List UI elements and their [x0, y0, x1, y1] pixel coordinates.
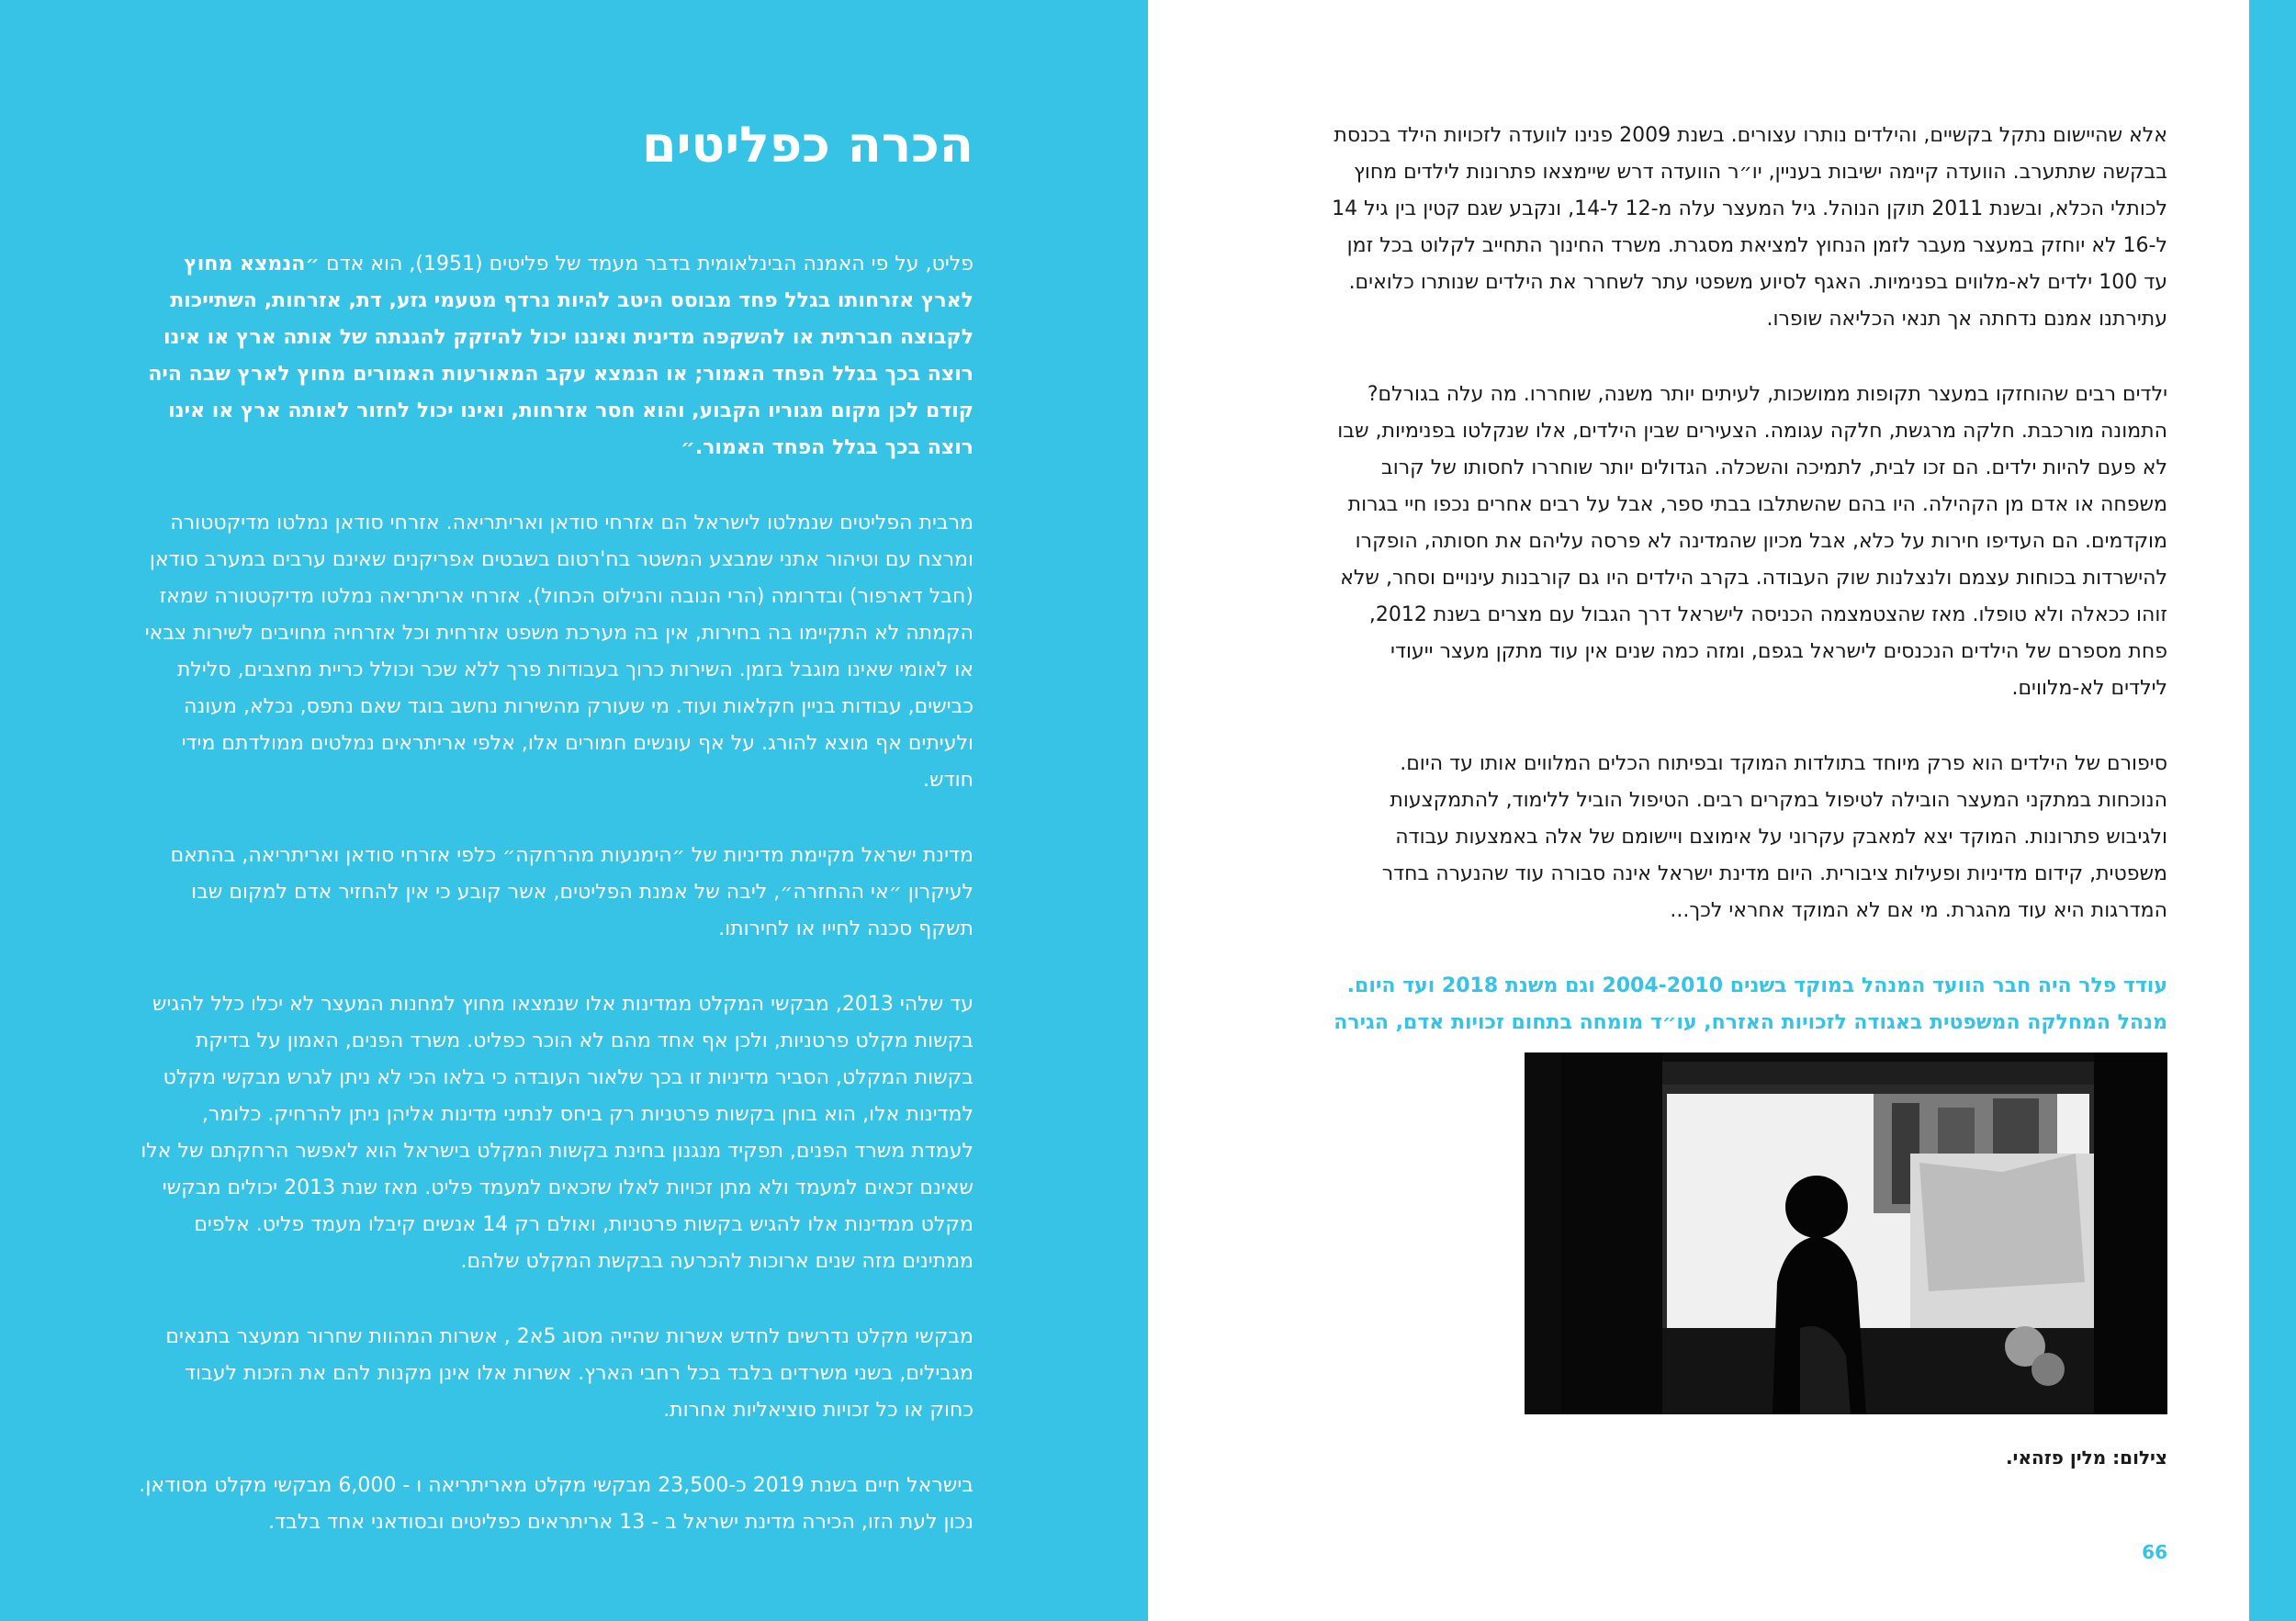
page-edge-strip	[2249, 0, 2296, 1621]
right-column	[1330, 118, 2167, 1117]
definition-lead: פליט, על פי האמנה הבינלאומית בדבר מעמד של פליטים (1951), הוא אדם	[320, 253, 974, 276]
section-title: הכרה כפליטים	[642, 116, 974, 174]
left-column	[136, 108, 974, 1580]
paragraph-hotline-story: סיפורם של הילדים הוא פרק מיוחד בתולדות המוקד ובפיתוח הכלים המלווים אותו עד היום. הנוכחות במתקני המעצר הובילה לטיפול במקרים רבים. הטיפול הוביל ללימוד, להתמקצעות ולגיבוש פתרונות. המוקד יצא למאבק עקרוני על אימוצם ויישומם של אלה באמצעות עבודה משפטית, קידום מדיניות ופעילות ציבורית. היום מדינת ישראל אינה סבורה עוד שהנערה בחדר המדרגות היא עוד מהגרת. מי אם לא המוקד אחראי לכך...	[1381, 752, 2167, 922]
photo-illustration	[1525, 1053, 2167, 1414]
photo-caption: צילום: מלין פזהאי.	[2005, 1447, 2167, 1469]
paragraph-non-refoulement: מדינת ישראל מקיימת מדיניות של ״הימנעות מהרחקה״ כלפי אזרחי סודאן ואריתריאה, בהתאם לעיקרון ״אי ההחזרה״, ליבה של אמנת הפליטים, אשר קובע כי אין להחזיר אדם למקום שבו תשקף סכנה לחייו או לחירותו.	[170, 844, 974, 940]
paragraph-implementation: אלא שהיישום נתקל בקשיים, והילדים נותרו עצורים. בשנת 2009 פנינו לוועדה לזכויות הילד בכנסת בבקשה שתתערב. הוועדה קיימה ישיבות בעניין, יו״ר הוועדה דרש שיימצאו פתרונות לילדים מחוץ לכותלי הכלא, ובשנת 2011 תוקן הנוהל. גיל המעצר עלה מ-12 ל-14, ונקבע שגם קטין בין גיל 14 ל-16 לא יוחזק במעצר מעבר לזמן הנחוץ למציאת מסגרת. משרד החינוך התחייב לקלוט בכל זמן עד 100 ילדים לא-מלווים בפנימיות. האגף לסיוע משפטי עתר לשחרר את הילדים שנותרו כלואים. עתירתנו אמנם נדחתה אך תנאי הכליאה שופרו.	[1332, 124, 2167, 331]
paragraph-visas: מבקשי מקלט נדרשים לחדש אשרות שהייה מסוג 5א2 , אשרות המהוות שחרור ממעצר בתנאים מגבילים, בשני משרדים בלבד בכל רחבי הארץ. אשרות אלו אינן מקנות להם את הזכות לעבוד כחוק או כל זכויות סוציאליות אחרות.	[165, 1325, 974, 1422]
author-bio: עודד פלר היה חבר הוועד המנהל במוקד בשנים 2004-2010 וגם משנת 2018 ועד היום. מנהל המחלקה המשפטית באגודה לזכויות האזרח, עו״ד מומחה בתחום זכויות אדם, הגירה	[1334, 974, 2167, 1034]
refugee-definition	[136, 246, 974, 467]
photo	[1525, 1053, 2167, 1414]
page-number: 66	[2142, 1541, 2167, 1563]
paragraph-children-fate: ילדים רבים שהוחזקו במעצר תקופות ממושכות, לעיתים יותר משנה, שוחררו. מה עלה בגורלם? התמונה מורכבת. חלקה מרגשת, חלקה עגומה. הצעירים שבין הילדים, אלו שנקלטו בפנימיות, שבו לא פעם להיות ילדים. הם זכו לבית, לתמיכה והשכלה. הגדולים יותר שוחררו לחסותו של קרוב משפחה או אדם מן הקהילה. היו בהם שהשתלבו בבתי ספר, אבל על רבים אחרים נכפו חיי בגרות מוקדמים. הם העדיפו חירות על כלא, אבל מכיון שהמדינה לא פרסה עליהם את חסותה, הופקרו להישרדות בכוחות עצמם ולנצלנות שוק העבודה. בקרב הילדים היו גם קורבנות עינויים וסחר, שלא זוהו ככאלה ולא טופלו. מאז שהצטמצמה הכניסה לישראל דרך הגבול עם מצרים בשנת 2012, פחת מספרם של הילדים הנכנסים לישראל בגפם, ומזה כמה שנים אין עוד מתקן מעצר ייעודי לילדים לא-מלווים.	[1337, 383, 2167, 700]
paragraph-asylum-requests: עד שלהי 2013, מבקשי המקלט ממדינות אלו שנמצאו מחוץ למחנות המעצר לא יכלו כלל להגיש בקשות מקלט פרטניות, ולכן אף אחד מהם לא הוכר כפליט. משרד הפנים, האמון על בדיקת בקשות המקלט, הסביר מדיניות זו בכך שלאור העובדה כי בלאו הכי לא ניתן לגרש מבקשי מקלט למדינות אלו, הוא בוחן בקשות פרטניות רק ביחס לנתיני מדינות אליהן ניתן להרחיק. כלומר, לעמדת משרד הפנים, תפקיד מנגנון בחינת בקשות המקלט בישראל הוא לאפשר הרחקתם של אלו שאינם זכאים למעמד ולא מתן זכויות לאלו שזכאים למעמד פליט. מאז שנת 2013 יכולים מבקשי מקלט ממדינות אלו להגיש בקשות פרטניות, ואולם רק 14 אנשים קיבלו מעמד פליט. אלפים ממתינים מזה שנים ארוכות להכרעה בבקשת המקלט שלהם.	[141, 993, 974, 1273]
paragraph-origins: מרבית הפליטים שנמלטו לישראל הם אזרחי סודאן ואריתריאה. אזרחי סודאן נמלטו מדיקטטורה ומרצח עם וטיהור אתני שמבצע המשטר בח'רטום בשבטים אפריקנים שאינם ערבים במערב סודאן (חבל דארפור) ובדרומה (הרי הנובה והנילוס הכחול). אזרחי אריתריאה נמלטו מדיקטטורה שמאז הקמתה לא התקיימו בה בחירות, אין בה מערכת משפט אזרחית וכל אזרחיה מחויבים לשירות צבאי או לאומי שאינו מוגבל בזמן. השירות כרוך בעבודות פרך ללא שכר וכולל כריית מחצבים, סלילת כבישים, עבודות בניין חקלאות ועוד. מי שעורק מהשירות נחשב בוגד שאם נתפס, נכלא, מעונה ולעיתים אף מוצא להורג. על אף עונשים חמורים אלו, אלפי אריתראים נמלטים ממולדתם מידי חודש.	[144, 512, 974, 792]
definition-quote: ״הנמצא מחוץ לארץ אזרחותו בגלל פחד מבוסס היטב להיות נרדף מטעמי גזע, דת, אזרחות, השתייכות לקבוצה חברתית או להשקפה מדינית ואיננו יכול להיזקק להגנתה של אותה ארץ או אינו רוצה בכך בגלל הפחד האמור; או הנמצא עקב המאורעות האמורים מחוץ לארץ שבה היה קודם לכן מקום מגוריו הקבוע, והוא חסר אזרחות, ואינו יכול לחזור לאותה ארץ או אינו רוצה בכך בגלל הפחד האמור.״	[148, 253, 974, 459]
paragraph-statistics: בישראל חיים בשנת 2019 כ-23,500 מבקשי מקלט מאריתריאה ו - 6,000 מבקשי מקלט מסודאן. נכון לעת הזו, הכירה מדינת ישראל ב - 13 אריתראים כפליטים ובסודאני אחד בלבד.	[139, 1474, 974, 1534]
